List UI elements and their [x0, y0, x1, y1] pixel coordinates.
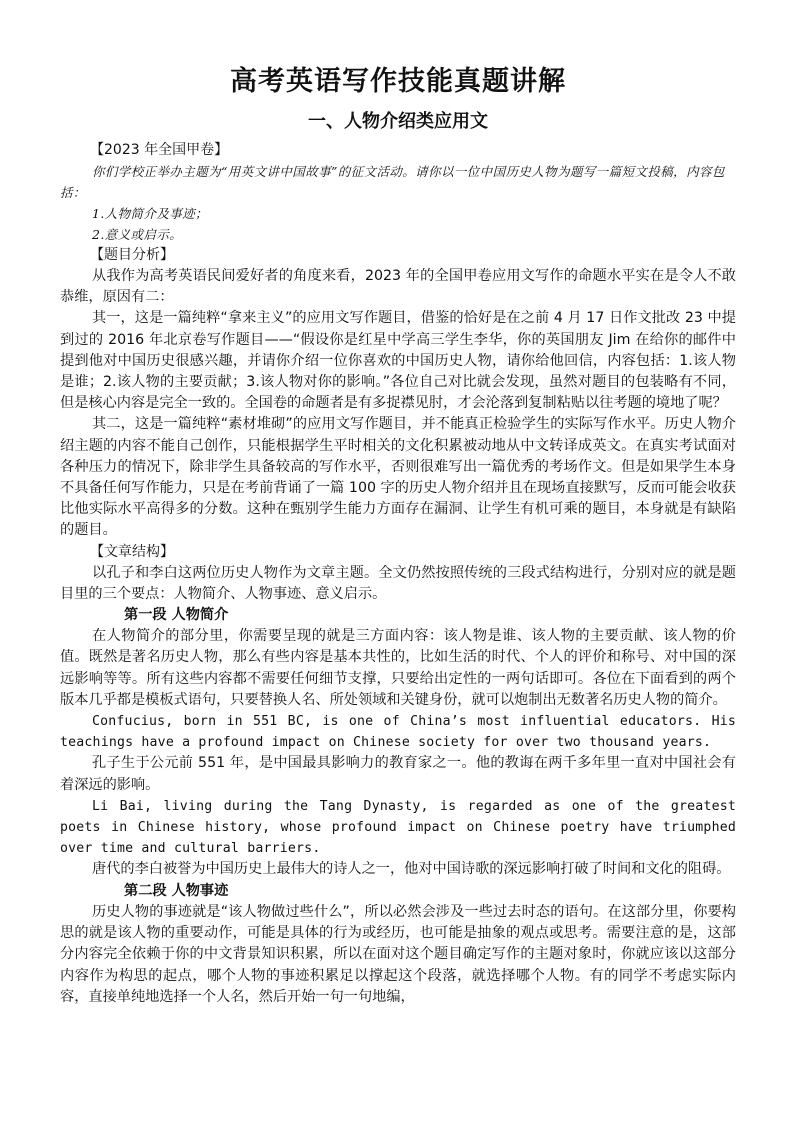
analysis-paragraph: 从我作为高考英语民间爱好者的角度来看，2023 年的全国甲卷应用文写作的命题水平实在是令人不敢恭维，原因有二： [60, 268, 736, 306]
structure-paragraph: 以孔子和李白这两位历史人物作为文章主题。全文仍然按照传统的三段式结构进行，分别对应的就是题目里的三个要点：人物简介、人物事迹、意义启示。 [60, 564, 736, 602]
exam-prompt [60, 161, 736, 245]
document-title: 高考英语写作技能真题讲解 [230, 66, 566, 97]
structure-section [60, 563, 736, 1008]
paragraph-heading-1: 第一段 人物简介 [124, 607, 229, 624]
exam-tag: 【2023 年全国甲卷】 [90, 142, 229, 158]
analysis-paragraph: 其二，这是一篇纯粹“素材堆砌”的应用文写作题目，并不能真正检验学生的实际写作水平。历史人物介绍主题的内容不能自己创作，只能根据学生平时相关的文化积累被动地从中文转译成英文。在真实考试面对各种压力的情况下，除非学生具备较高的写作水平，否则很难写出一篇优秀的考场作文。但是如果学生本身不具备任何写作能力，只是在考前背诵了一篇 100 字的历史人物介绍并且在现场直接默写，反而可能会收获比他实际水平高得多的分数。这种在甄别学生能力方面存在漏洞、让学生有机可乘的题目，本身就是有缺陷的题目。 [60, 416, 736, 539]
structure-paragraph: 在人物简介的部分里，你需要呈现的就是三方面内容：该人物是谁、该人物的主要贡献、该人物的价值。既然是著名历史人物，那么有些内容是基本共性的，比如生活的时代、个人的评价和称号、对中国的深远影响等等。所有这些内容都不需要任何细节支撑，只要给出定性的一两句话即可。各位在下面看到的两个版本几乎都是模板式语句，只要替换人名、所处领域和关键身份，就可以炮制出无数著名历史人物的简介。 [60, 628, 736, 708]
section-subtitle: 一、人物介绍类应用文 [308, 111, 488, 132]
prompt-item-1: 1.人物简介及事迹； [92, 206, 208, 221]
analysis-tag: 【题目分析】 [90, 247, 174, 263]
chinese-translation-1: 孔子生于公元前 551 年，是中国最具影响力的教育家之一。他的教诲在两千多年里一直对中国社会有着深远的影响。 [60, 755, 736, 793]
structure-paragraph: 历史人物的事迹就是“该人物做过些什么”，所以必然会涉及一些过去时态的语句。在这部分里，你要构思的就是该人物的重要动作，可能是具体的行为或经历，也可能是抽象的观点或思考。需要注意的是，这部分内容完全依赖于你的中文背景知识积累，所以在面对这个题目确定写作的主题对象时，你就应该以这部分内容作为构思的起点，哪个人物的事迹积累足以撑起这个段落，就选择哪个人物。有的同学不考虑实际内容，直接单纯地选择一个人名，然后开始一句一句地编， [60, 903, 736, 1005]
prompt-text: 你们学校正举办主题为“用英文讲中国故事”的征文活动。请你以一位中国历史人物为题写一篇短文投稿，内容包括： [60, 164, 725, 200]
english-example-1: Confucius, born in 551 BC, is one of China’s most influential educators. His teachings have a profound impact on Chinese society for over two thousand years. [60, 714, 736, 751]
analysis-paragraph: 其一，这是一篇纯粹“拿来主义”的应用文写作题目，借鉴的恰好是在之前 4 月 17 日作文批改 23 中提到过的 2016 年北京卷写作题目——“假设你是红星中学高三学生李华，你的英国朋友 Jim 在给你的邮件中提到他对中国历史很感兴趣，并请你介绍一位你喜欢的中国历史人物，请你给他回信，内容包括：1.该人物是谁；2.该人物的主要贡献；3.该人物对你的影响。”各位自己对比就会发现，虽然对题目的包装略有不同，但是核心内容是完全一致的。全国卷的命题者是有多捉襟见肘，才会沦落到复制粘贴以往考题的境地了呢？ [60, 310, 736, 412]
analysis-section [60, 266, 736, 542]
paragraph-heading-2: 第二段 人物事迹 [124, 882, 229, 899]
structure-tag: 【文章结构】 [90, 543, 174, 560]
prompt-item-2: 2.意义或启示。 [92, 227, 183, 242]
english-example-2: Li Bai, living during the Tang Dynasty, is regarded as one of the greatest poets in Chinese history, whose profound impact on Chinese poetry have triumphed over time and cultural barriers. [60, 798, 736, 857]
chinese-translation-2: 唐代的李白被誉为中国历史上最伟大的诗人之一，他对中国诗歌的深远影响打破了时间和文化的阻碍。 [92, 861, 731, 878]
